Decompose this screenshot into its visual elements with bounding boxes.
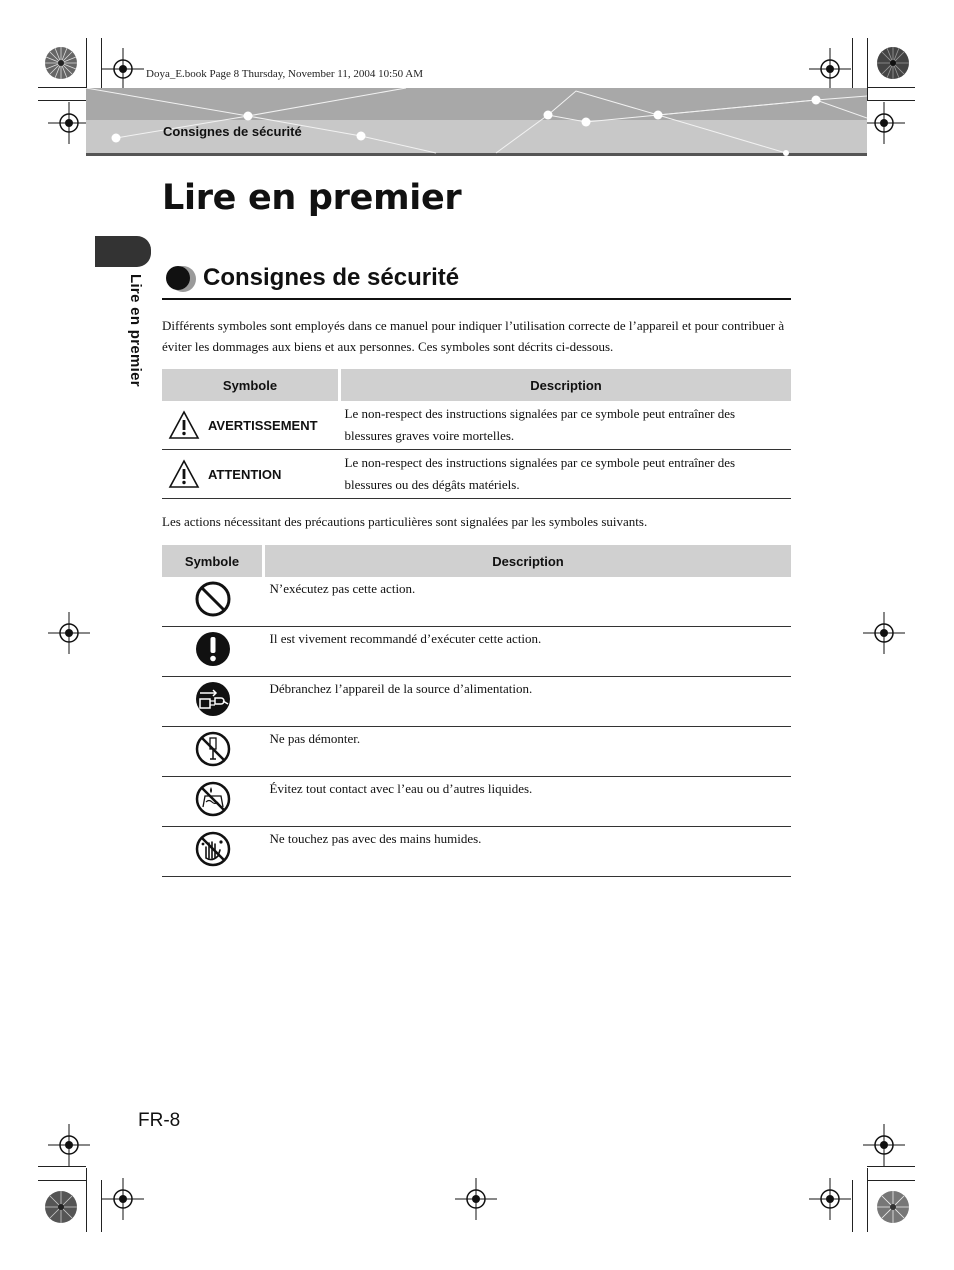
intro-paragraph: Différents symboles sont employés dans ce manuel pour indiquer l’utilisation correcte de l’appareil et pour contribuer à éviter les dommages aux biens et aux personnes. Ces symboles sont décrits ci-dessous. xyxy=(162,318,785,354)
crosshair-icon xyxy=(809,48,851,90)
crosshair-icon xyxy=(809,1178,851,1220)
crosshair-icon xyxy=(48,1124,90,1166)
page-number: FR-8 xyxy=(138,1110,181,1131)
description-cell: Évitez tout contact avec l’eau ou d’autres liquides. xyxy=(264,777,792,827)
no-disassembly-icon xyxy=(194,730,232,768)
page-title: Lire en premier xyxy=(162,178,462,218)
symbol-cell xyxy=(162,727,264,777)
description-cell: Le non-respect des instructions signalées par ce symbole peut entraîner des blessures graves voire mortelles. xyxy=(340,401,792,450)
table-row xyxy=(162,827,791,877)
registration-rosette-icon xyxy=(876,46,910,80)
side-tab-marker xyxy=(95,236,151,267)
no-water-icon xyxy=(194,780,232,818)
table-row xyxy=(162,677,791,727)
description-cell: Ne touchez pas avec des mains humides. xyxy=(264,827,792,877)
signal-word: AVERTISSEMENT xyxy=(208,417,318,433)
symbol-cell xyxy=(162,401,340,450)
crosshair-icon xyxy=(863,612,905,654)
symbol-cell xyxy=(162,577,264,627)
no-wet-hands-icon xyxy=(194,830,232,868)
header-band xyxy=(86,88,867,156)
symbol-cell xyxy=(162,627,264,677)
table-row xyxy=(162,401,791,450)
crosshair-icon xyxy=(48,102,90,144)
registration-rosette-icon xyxy=(44,46,78,80)
mandatory-action-icon xyxy=(194,630,232,668)
registration-rosette-icon xyxy=(44,1190,78,1224)
description-cell: N’exécutez pas cette action. xyxy=(264,577,792,627)
crosshair-icon xyxy=(863,1124,905,1166)
section-bullet-icon xyxy=(164,264,198,294)
crosshair-icon xyxy=(102,1178,144,1220)
table-row xyxy=(162,577,791,627)
column-header-description: Description xyxy=(340,369,792,401)
crosshair-icon xyxy=(863,102,905,144)
column-header-symbol: Symbole xyxy=(162,369,340,401)
registration-rosette-icon xyxy=(876,1190,910,1224)
warning-triangle-icon xyxy=(168,459,200,489)
side-tab-label: Lire en premier xyxy=(127,274,144,387)
table-row xyxy=(162,727,791,777)
column-header-symbol: Symbole xyxy=(162,545,264,577)
prohibited-icon xyxy=(194,580,232,618)
symbol-cell xyxy=(162,827,264,877)
description-cell: Le non-respect des instructions signalées par ce symbole peut entraîner des blessures ou des dégâts matériels. xyxy=(340,450,792,499)
crosshair-icon xyxy=(48,612,90,654)
table-row xyxy=(162,450,791,499)
actions-paragraph: Les actions nécessitant des précautions particulières sont signalées par les symboles suivants. xyxy=(162,514,648,529)
description-cell: Ne pas démonter. xyxy=(264,727,792,777)
unplug-icon xyxy=(194,680,232,718)
table-header-row xyxy=(162,545,791,577)
section-heading: Consignes de sécurité xyxy=(203,264,460,291)
action-symbols-table xyxy=(162,545,791,877)
crosshair-icon xyxy=(102,48,144,90)
signal-word: ATTENTION xyxy=(208,466,282,482)
warning-triangle-icon xyxy=(168,410,200,440)
header-section-label: Consignes de sécurité xyxy=(163,124,302,139)
symbol-cell xyxy=(162,450,340,499)
table-row xyxy=(162,627,791,677)
crosshair-icon xyxy=(455,1178,497,1220)
symbol-cell xyxy=(162,677,264,727)
description-cell: Débranchez l’appareil de la source d’alimentation. xyxy=(264,677,792,727)
signal-words-table xyxy=(162,369,791,499)
table-header-row xyxy=(162,369,791,401)
print-info: Doya_E.book Page 8 Thursday, November 11, 2004 10:50 AM xyxy=(146,68,424,80)
description-cell: Il est vivement recommandé d’exécuter cette action. xyxy=(264,627,792,677)
table-row xyxy=(162,777,791,827)
section-divider xyxy=(162,298,791,300)
column-header-description: Description xyxy=(264,545,792,577)
symbol-cell xyxy=(162,777,264,827)
